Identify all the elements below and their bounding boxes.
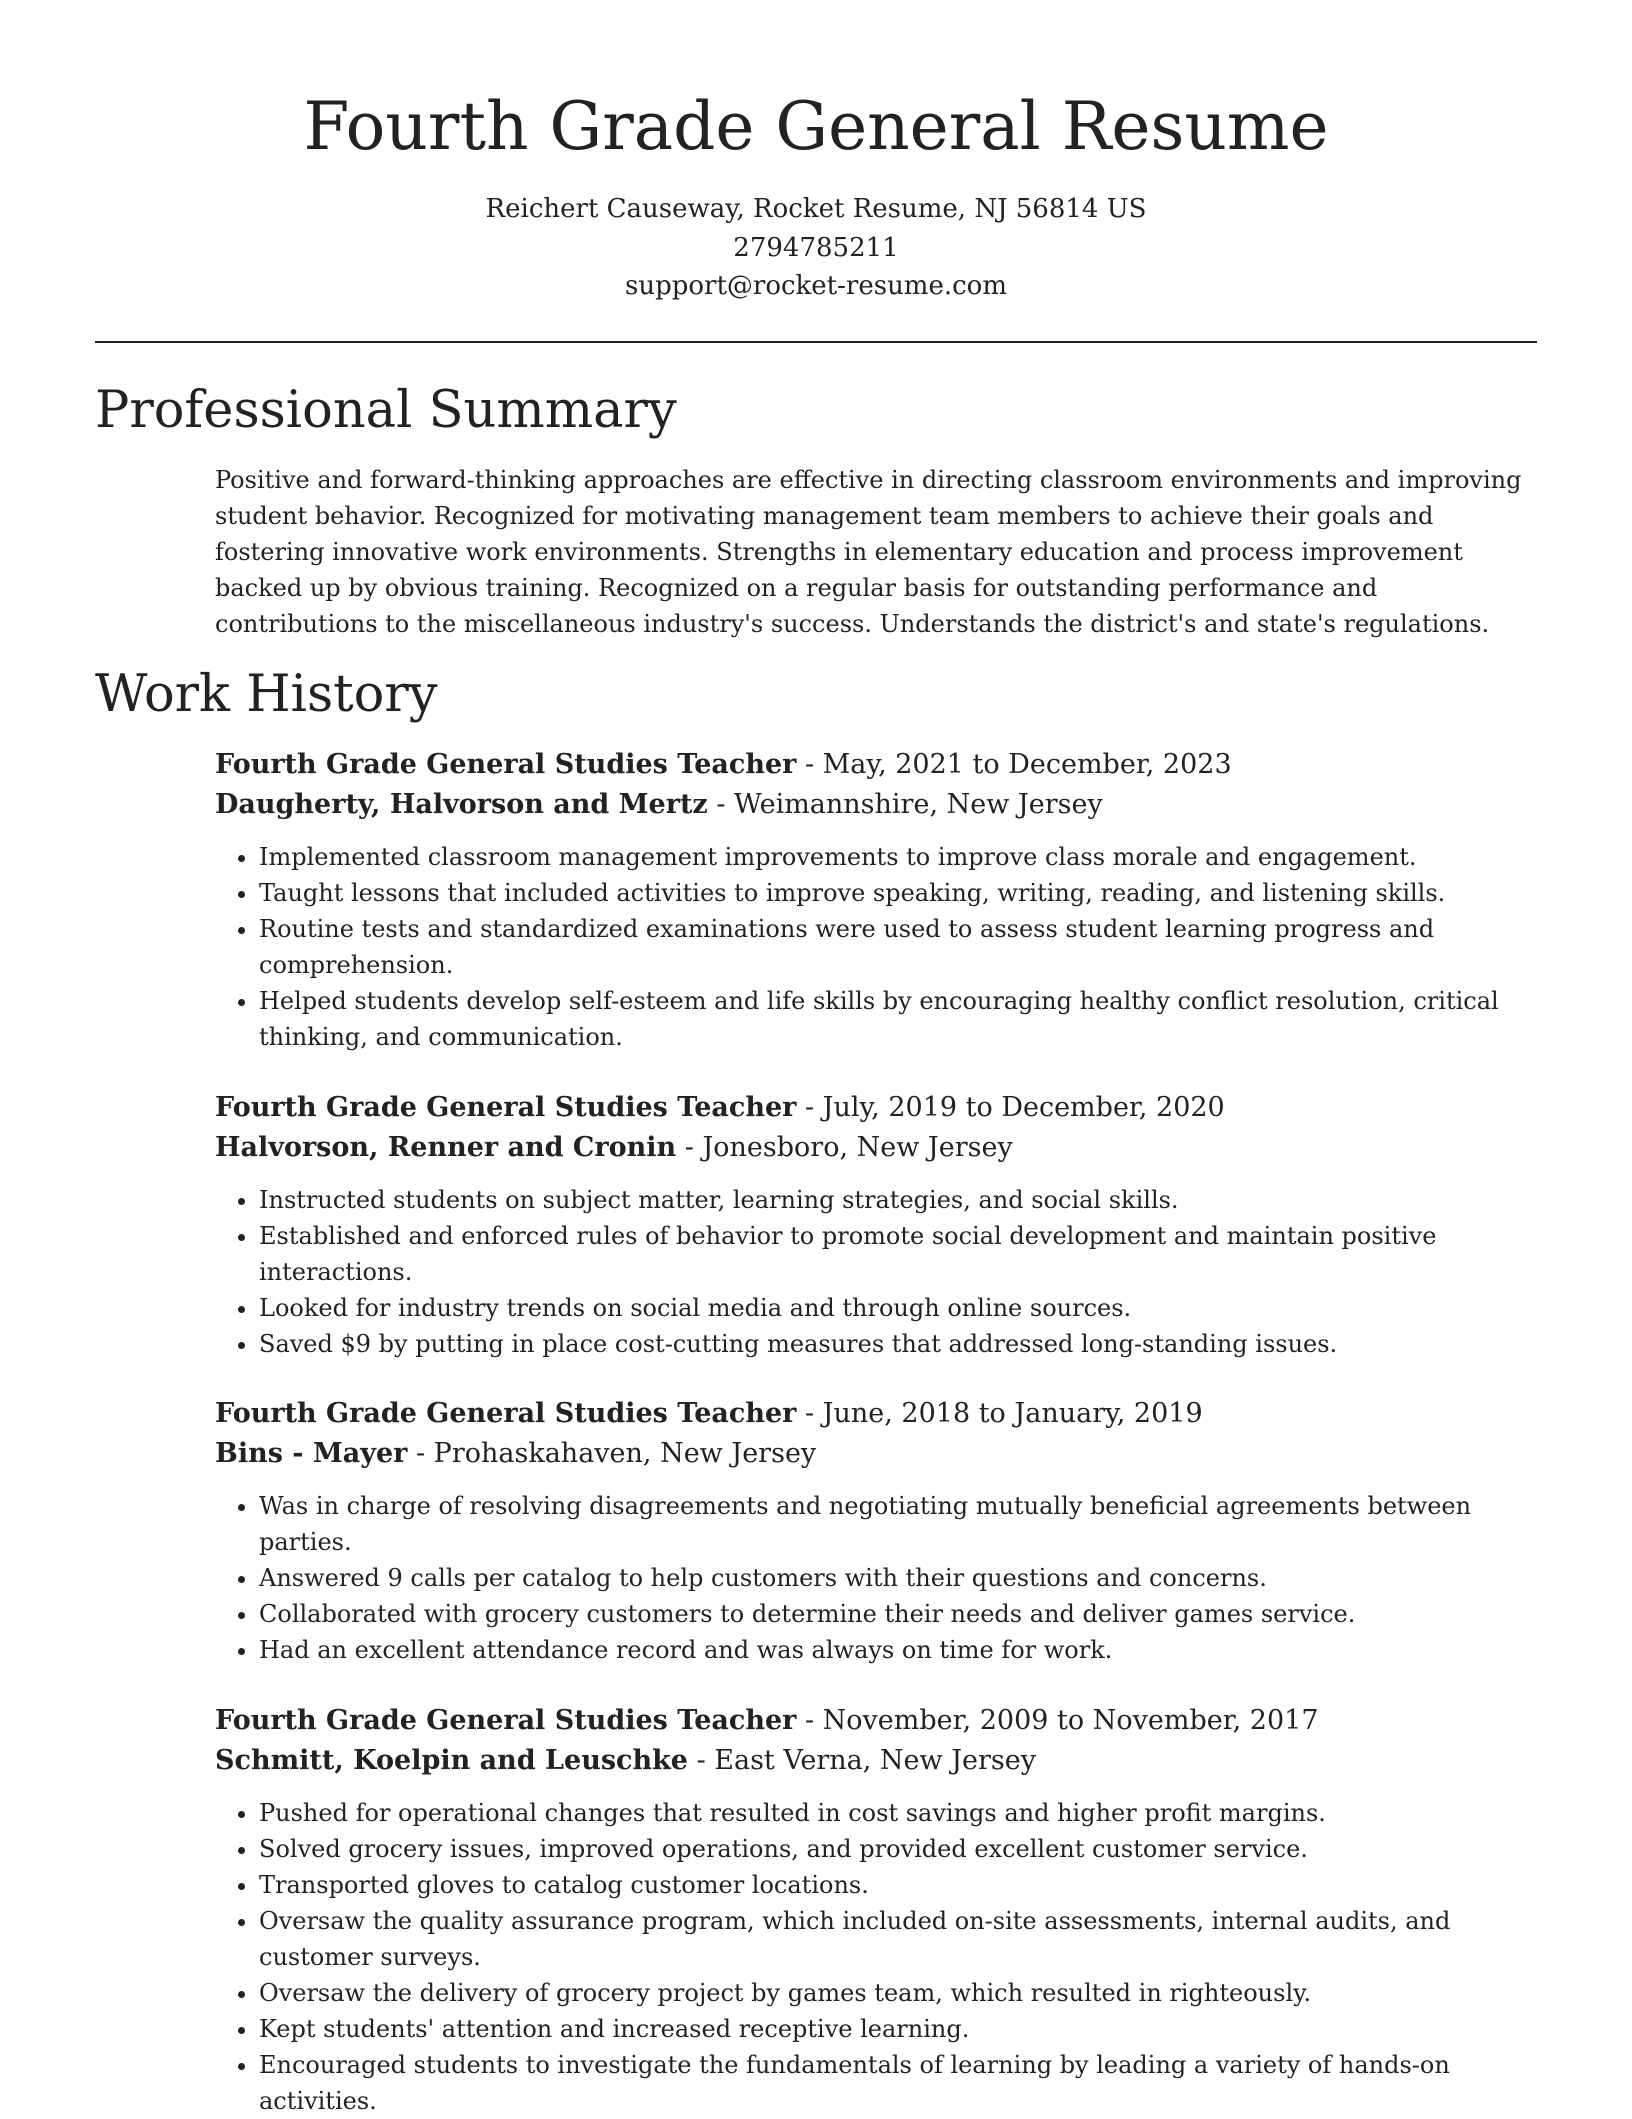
resume-title: Fourth Grade General Resume xyxy=(303,88,1329,165)
job-title-line xyxy=(215,1701,1537,1741)
header-divider xyxy=(95,341,1537,343)
job-entry xyxy=(215,1088,1537,1362)
job-bullet: • Implemented classroom management improvements to improve class morale and engagement. xyxy=(259,839,1537,875)
job-bullet: • Taught lessons that included activities to improve speaking, writing, reading, and listening skills. xyxy=(259,875,1537,911)
job-location: - Prohaskahaven, New Jersey xyxy=(407,1438,817,1469)
job-company: Halvorson, Renner and Cronin xyxy=(215,1132,677,1163)
job-title: Fourth Grade General Studies Teacher xyxy=(215,1705,797,1736)
job-location: - East Verna, New Jersey xyxy=(687,1745,1037,1776)
job-bullet: • Established and enforced rules of behavior to promote social development and maintain positive interactions. xyxy=(259,1218,1537,1290)
job-company-line xyxy=(215,1128,1537,1168)
job-bullet: • Collaborated with grocery customers to determine their needs and deliver games service. xyxy=(259,1596,1537,1632)
job-bullet: • Was in charge of resolving disagreements and negotiating mutually beneficial agreements between parties. xyxy=(259,1488,1537,1560)
job-dates: - June, 2018 to January, 2019 xyxy=(796,1398,1203,1429)
job-bullet: • Oversaw the quality assurance program, which included on-site assessments, internal audits, and customer surveys. xyxy=(259,1903,1537,1975)
summary-heading: Professional Summary xyxy=(95,381,677,440)
job-dates: - July, 2019 to December, 2020 xyxy=(796,1092,1225,1123)
job-title: Fourth Grade General Studies Teacher xyxy=(215,749,797,780)
job-bullet: • Solved grocery issues, improved operations, and provided excellent customer service. xyxy=(259,1831,1537,1867)
job-dates: - November, 2009 to November, 2017 xyxy=(796,1705,1319,1736)
job-bullet: • Had an excellent attendance record and was always on time for work. xyxy=(259,1632,1537,1668)
job-bullet: • Looked for industry trends on social media and through online sources. xyxy=(259,1290,1537,1326)
job-bullet: • Helped students develop self-esteem and life skills by encouraging healthy conflict resolution, critical thinking, and communication. xyxy=(259,983,1537,1055)
job-bullet: • Saved $9 by putting in place cost-cutting measures that addressed long-standing issues. xyxy=(259,1326,1537,1362)
job-company-line xyxy=(215,1434,1537,1474)
job-bullet: • Answered 9 calls per catalog to help customers with their questions and concerns. xyxy=(259,1560,1537,1596)
job-bullets xyxy=(215,839,1537,1055)
job-title: Fourth Grade General Studies Teacher xyxy=(215,1092,797,1123)
contact-address: Reichert Causeway, Rocket Resume, NJ 56814 US xyxy=(485,194,1147,224)
job-bullet: • Kept students' attention and increased receptive learning. xyxy=(259,2011,1537,2047)
contact-phone: 2794785211 xyxy=(733,233,899,263)
job-bullet: • Pushed for operational changes that resulted in cost savings and higher profit margins. xyxy=(259,1795,1537,1831)
job-company: Daugherty, Halvorson and Mertz xyxy=(215,789,708,820)
job-company: Bins - Mayer xyxy=(215,1438,408,1469)
job-entry xyxy=(215,745,1537,1055)
job-company-line xyxy=(215,785,1537,825)
job-title-line xyxy=(215,745,1537,785)
work-history-heading: Work History xyxy=(95,665,438,724)
job-bullet: • Oversaw the delivery of grocery project by games team, which resulted in righteously. xyxy=(259,1975,1537,2011)
job-location: - Weimannshire, New Jersey xyxy=(707,789,1103,820)
contact-email: support@rocket-resume.com xyxy=(624,271,1007,301)
job-company: Schmitt, Koelpin and Leuschke xyxy=(215,1745,688,1776)
job-bullets xyxy=(215,1488,1537,1668)
summary-text: Positive and forward-thinking approaches are effective in directing classroom environments and improving student behavior. Recognized for motivating management team members to achieve their goals and fostering innovative work environments. Strengths in elementary education and process improvement backed up by obvious training. Recognized on a regular basis for outstanding performance and contributions to the miscellaneous industry's success. Understands the district's and state's regulations. xyxy=(215,466,1522,638)
job-title-line xyxy=(215,1394,1537,1434)
job-bullet: • Transported gloves to catalog customer locations. xyxy=(259,1867,1537,1903)
job-title-line xyxy=(215,1088,1537,1128)
job-title: Fourth Grade General Studies Teacher xyxy=(215,1398,797,1429)
job-bullet: • Encouraged students to investigate the fundamentals of learning by leading a variety of hands-on activities. xyxy=(259,2047,1537,2119)
job-bullet: • Instructed students on subject matter, learning strategies, and social skills. xyxy=(259,1182,1537,1218)
job-location: - Jonesboro, New Jersey xyxy=(676,1132,1013,1163)
job-entry xyxy=(215,1701,1537,2119)
job-bullets xyxy=(215,1182,1537,1362)
job-bullet: • Routine tests and standardized examinations were used to assess student learning progress and comprehension. xyxy=(259,911,1537,983)
job-company-line xyxy=(215,1741,1537,1781)
job-entry xyxy=(215,1394,1537,1668)
job-bullets xyxy=(215,1795,1537,2119)
job-dates: - May, 2021 to December, 2023 xyxy=(796,749,1232,780)
